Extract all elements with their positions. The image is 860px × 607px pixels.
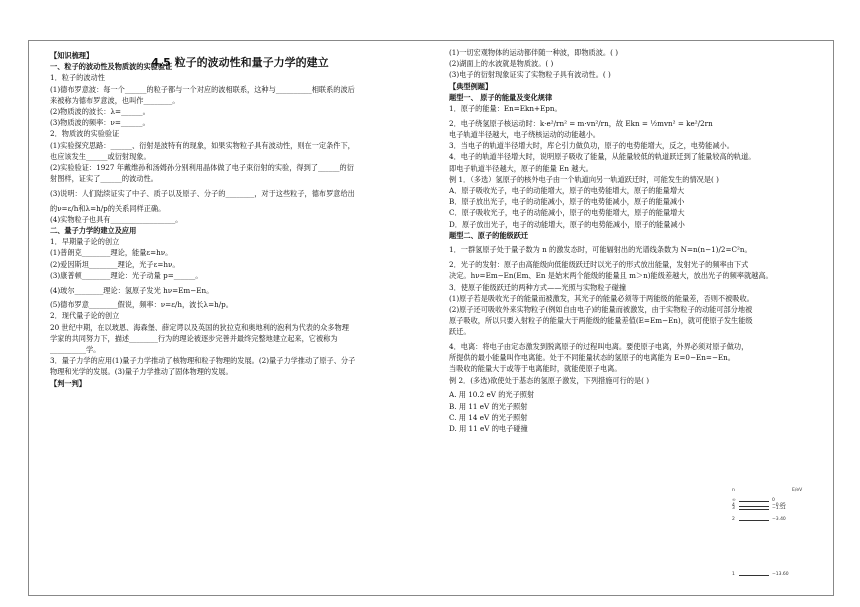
right-text-line: 所提供的最小能量叫作电离能。处于不同能量状态的氢原子的电离能为 E=0−En=−En。	[449, 353, 735, 363]
energy-level-line	[739, 509, 769, 510]
left-text-line: (3)康普顿________理论：光子动量 p=______。	[50, 270, 203, 280]
left-text-line: 2．物质波的实验验证	[50, 129, 120, 139]
left-text-line: (3)物质波的频率：ν=______。	[50, 118, 150, 128]
right-text-line: 1．一群氢原子处于量子数为 n 的激发态时，可能辐射出的光谱线条数为 N=n(n−1)/2=C²n。	[449, 245, 752, 255]
energy-level-value: −13.60	[772, 572, 789, 577]
energy-level-n: 4	[732, 502, 735, 508]
energy-level-n: ∞	[732, 498, 736, 503]
left-column	[50, 50, 418, 389]
energy-level	[730, 517, 825, 523]
right-text-line: D．原子放出光子，电子的动能增大，原子的电势能减小，原子的能量减小	[449, 219, 685, 229]
right-text-line: 3．使原子能级跃迁的两种方式——光照与实物粒子碰撞	[449, 282, 627, 292]
left-text-line: 20 世纪中期，在以玻恩、海森堡、薛定谔以及英国的狄拉克和奥地利的泡利为代表的众多物理	[50, 322, 349, 332]
right-column	[449, 47, 824, 434]
left-text-line: 的ν=ε/h和λ=h/p的关系同样正确。	[50, 203, 166, 213]
left-text-line: __________学。	[50, 345, 101, 355]
left-text-line: (3)说明：人们陆续证实了中子、质子以及原子、分子的________，对于这些粒子，德布罗意给出	[50, 188, 355, 198]
right-text-line: (1)一切宏观物体的运动都伴随一种波，即物质波。( )	[449, 48, 619, 57]
energy-level-value: 0	[772, 498, 775, 503]
right-text-line: 当吸收的能量大于或等于电离能时，就能使原子电离。	[449, 364, 622, 374]
right-text-line: B. 用 11 eV 的光子照射	[449, 401, 528, 411]
left-text-line: (4)玻尔________理论：氢原子发光 hν=Em−En。	[50, 285, 214, 295]
energy-header-n: n	[732, 488, 735, 493]
left-text-line: 射图样，证实了______的波动性。	[50, 174, 158, 184]
energy-level-value: −1.51	[772, 506, 786, 512]
left-text-line: (2)爱因斯坦________理论，光子ε=hν。	[50, 259, 180, 269]
left-text-line: 【知识梳理】	[50, 51, 94, 60]
right-text-line: 即电子轨道半径越大，原子的能量 En 越大。	[449, 163, 593, 173]
left-text-line: 1．粒子的波动性	[50, 73, 105, 83]
right-text-line: 【典型例题】	[449, 81, 493, 91]
right-text-line: 题型一、 原子的能量及变化规律	[449, 92, 553, 102]
left-text-line: 1．早期量子论的创立	[50, 237, 120, 247]
right-text-line: 4．电离：将电子由定态激发到脱离原子的过程叫电离。要使原子电离，外界必须对原子做功，	[449, 342, 749, 352]
left-text-line: 【判一判】	[50, 378, 86, 388]
left-text-line: (1)德布罗意波：每一个______的粒子都与一个对应的波相联系，这种与__________相联系的波后	[50, 84, 355, 94]
energy-level	[730, 506, 825, 512]
left-text-line: 2．现代量子论的创立	[50, 311, 120, 321]
left-text-line: 也应该发生______或衍射现象。	[50, 151, 151, 161]
right-text-line: B．原子放出光子，电子的动能减小，原子的电势能减小，原子的能量减小	[449, 197, 685, 207]
right-text-line: D. 用 11 eV 的电子碰撞	[449, 424, 528, 433]
right-text-line: (1)原子若是吸收光子的能量而被激发，其光子的能量必须等于两能级的能量差，否则不被吸收。	[449, 293, 754, 303]
right-text-line: (2)湖面上的水波就是物质波。( )	[449, 59, 554, 69]
right-text-line: 题型二、原子的能级跃迁	[449, 230, 529, 240]
right-text-line: 原子吸收，所以只要入射粒子的能量大于两能级的能量差值(E=Em−En)，就可使原子发生能级	[449, 316, 753, 326]
left-text-line: (2)物质波的波长：λ=______。	[50, 107, 150, 117]
left-text-line: (4)实物粒子也具有__________________。	[50, 214, 183, 224]
energy-header-e: E/eV	[792, 488, 803, 493]
energy-level-n: 3	[732, 506, 735, 512]
right-text-line: 跃迁。	[449, 327, 471, 337]
right-text-line: A. 用 10.2 eV 的光子照射	[449, 390, 535, 400]
energy-level-line	[739, 575, 769, 576]
right-text-line: 1．原子的能量：En=Ekn+Epn。	[449, 104, 562, 114]
energy-level-value: −0.85	[772, 502, 786, 508]
right-text-line: 3．当电子的轨道半径增大时，库仑引力做负功，原子的电势能增大，反之，电势能减小。	[449, 141, 734, 151]
right-text-line: 电子轨道半径越大，电子绕核运动的动能越小。	[449, 129, 600, 139]
page-title: 4.5 粒子的波动性和量子力学的建立	[151, 56, 329, 69]
left-text-line: 学家的共同努力下，描述________行为的理论被逐步完善并最终完整地建立起来，它被称为	[50, 333, 338, 343]
right-text-line: 例 1．（多选）氢原子的核外电子由一个轨道向另一轨道跃迁时，可能发生的情况是( )	[449, 174, 719, 184]
energy-level-n: 2	[732, 516, 735, 522]
right-text-line: C．原子吸收光子，电子的动能减小，原子的电势能增大，原子的能量增大	[449, 208, 685, 218]
left-text-line: 物理和光学的发展。(3)量子力学推动了固体物理的发展。	[50, 367, 233, 377]
right-text-line: (2)原子还可吸收外来实物粒子(例如自由电子)的能量而被激发，由于实物粒子的动能可部分地被	[449, 304, 753, 314]
right-text-line: (3)电子的衍射现象证实了实物粒子具有波动性。( )	[449, 70, 611, 80]
left-text-line: 3．量子力学的应用(1)量子力学推动了核物理和粒子物理的发展。(2)量子力学推动了原子、分子	[50, 356, 356, 366]
right-text-line: 例 2．(多选)欲使处于基态的氢原子激发，下列措施可行的是( )	[449, 375, 650, 385]
energy-level-value: −3.40	[772, 516, 786, 522]
left-text-line: 一、粒子的波动性及物质波的实验验证	[50, 62, 173, 72]
left-text-line: 二、量子力学的建立及应用	[50, 226, 137, 236]
right-text-line: 2．电子绕氢原子核运动时：k·e²/rn² = m·vn²/rn，故 Ekn = ½mvn² = ke²/2rn	[449, 118, 713, 128]
right-text-line: C. 用 14 eV 的光子照射	[449, 412, 528, 422]
left-text-line: (1)普朗克________理论，能量ε=hν。	[50, 248, 173, 258]
left-text-line: (1)实验探究思路：______、衍射是波特有的现象，如果实物粒子具有波动性，则在一定条件下，	[50, 140, 355, 150]
right-text-line: 2．光子的发射：原子由高能级向低能级跃迁时以光子的形式放出能量，发射光子的频率由下式	[449, 260, 749, 270]
left-text-line: (5)德布罗意________假说，频率：ν=ε/h，波长λ=h/p。	[50, 300, 233, 310]
energy-level-diagram	[730, 488, 825, 580]
energy-level	[730, 572, 825, 578]
right-text-line: 4．电子的轨道半径增大时，说明原子吸收了能量，从能量较低的轨道跃迁到了能量较高的轨道。	[449, 152, 756, 162]
right-text-line: A．原子吸收光子，电子的动能增大，原子的电势能增大，原子的能量增大	[449, 185, 685, 195]
left-text-line: (2)实验验证：1927 年戴维孙和汤姆孙分别利用晶体做了电子束衍射的实验，得到了______的衍	[50, 163, 354, 173]
energy-level-n: 1	[732, 572, 735, 577]
energy-level-line	[739, 520, 769, 521]
right-text-line: 决定。hν=Em−En(Em、En 是始末两个能级的能量且 m＞n)能级差越大，放出光子的频率就越高。	[449, 271, 773, 281]
left-text-line: 来被称为德布罗意波，也叫作________。	[50, 95, 180, 105]
